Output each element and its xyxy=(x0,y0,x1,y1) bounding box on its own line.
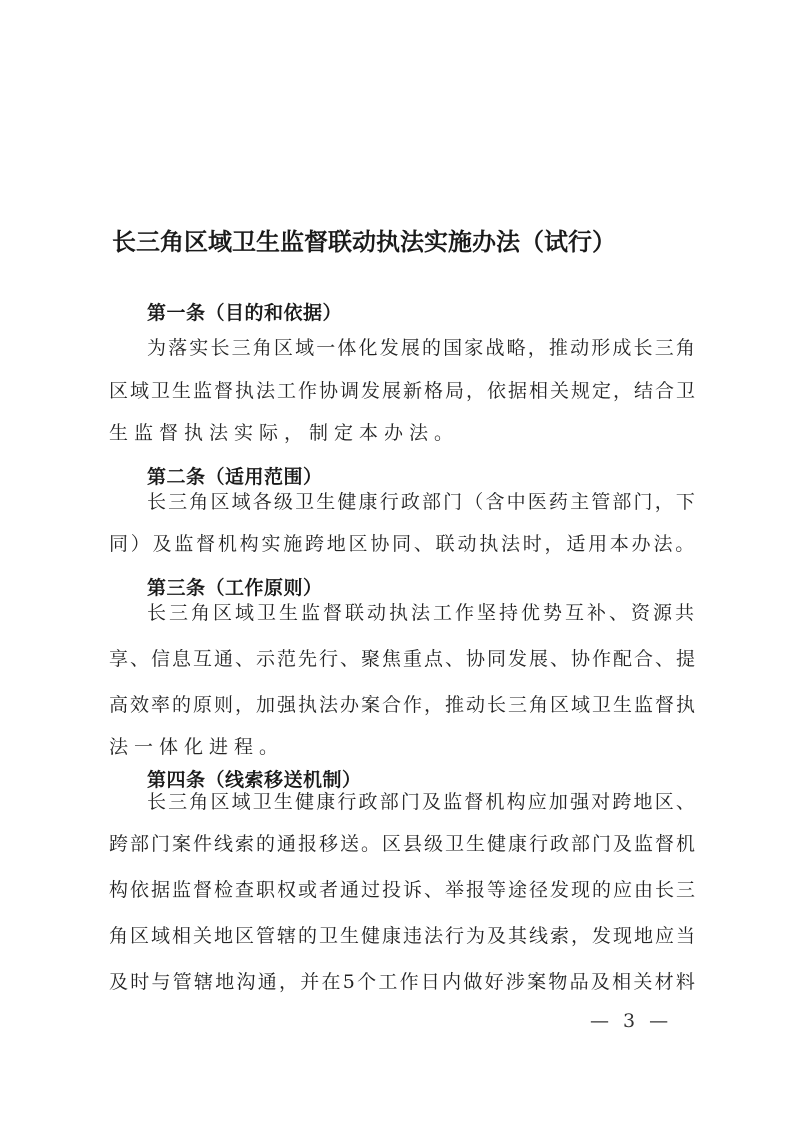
article-4-heading: 第四条（线索移送机制） xyxy=(147,769,362,791)
article-3-heading: 第三条（工作原则） xyxy=(147,577,323,599)
article-3-line-4: 法一体化进程。 xyxy=(109,736,285,758)
page-number: — 3 — xyxy=(590,1010,673,1032)
document-title: 长三角区域卫生监督联动执法实施办法（试行） xyxy=(112,227,616,256)
article-4-line-5: 及时与管辖地沟通，并在5个工作日内做好涉案物品及相关材料 xyxy=(109,971,698,993)
article-3-line-2: 享、信息互通、示范先行、聚焦重点、协同发展、协作配合、提 xyxy=(109,648,698,670)
article-4-line-2: 跨部门案件线索的通报移送。区县级卫生健康行政部门及监督机 xyxy=(109,833,698,855)
article-2-line-2: 同）及监督机构实施跨地区协同、联动执法时，适用本办法。 xyxy=(109,533,698,555)
article-1-line-2: 区域卫生监督执法工作协调发展新格局，依据相关规定，结合卫 xyxy=(109,380,698,402)
article-2-line-1: 长三角区域各级卫生健康行政部门（含中医药主管部门，下 xyxy=(147,491,698,513)
article-4-line-3: 构依据监督检查职权或者通过投诉、举报等途径发现的应由长三 xyxy=(109,879,698,901)
article-1-line-3: 生监督执法实际，制定本办法。 xyxy=(109,422,460,444)
article-1-heading: 第一条（目的和依据） xyxy=(147,302,343,324)
article-2-heading: 第二条（适用范围） xyxy=(147,466,323,488)
article-3-line-1: 长三角区域卫生监督联动执法工作坚持优势互补、资源共 xyxy=(147,602,698,624)
article-4-line-4: 角区域相关地区管辖的卫生健康违法行为及其线索，发现地应当 xyxy=(109,925,698,947)
article-3-line-3: 高效率的原则，加强执法办案合作，推动长三角区域卫生监督执 xyxy=(109,694,698,716)
article-4-line-1: 长三角区域卫生健康行政部门及监督机构应加强对跨地区、 xyxy=(147,791,698,813)
article-1-line-1: 为落实长三角区域一体化发展的国家战略，推动形成长三角 xyxy=(147,337,698,359)
